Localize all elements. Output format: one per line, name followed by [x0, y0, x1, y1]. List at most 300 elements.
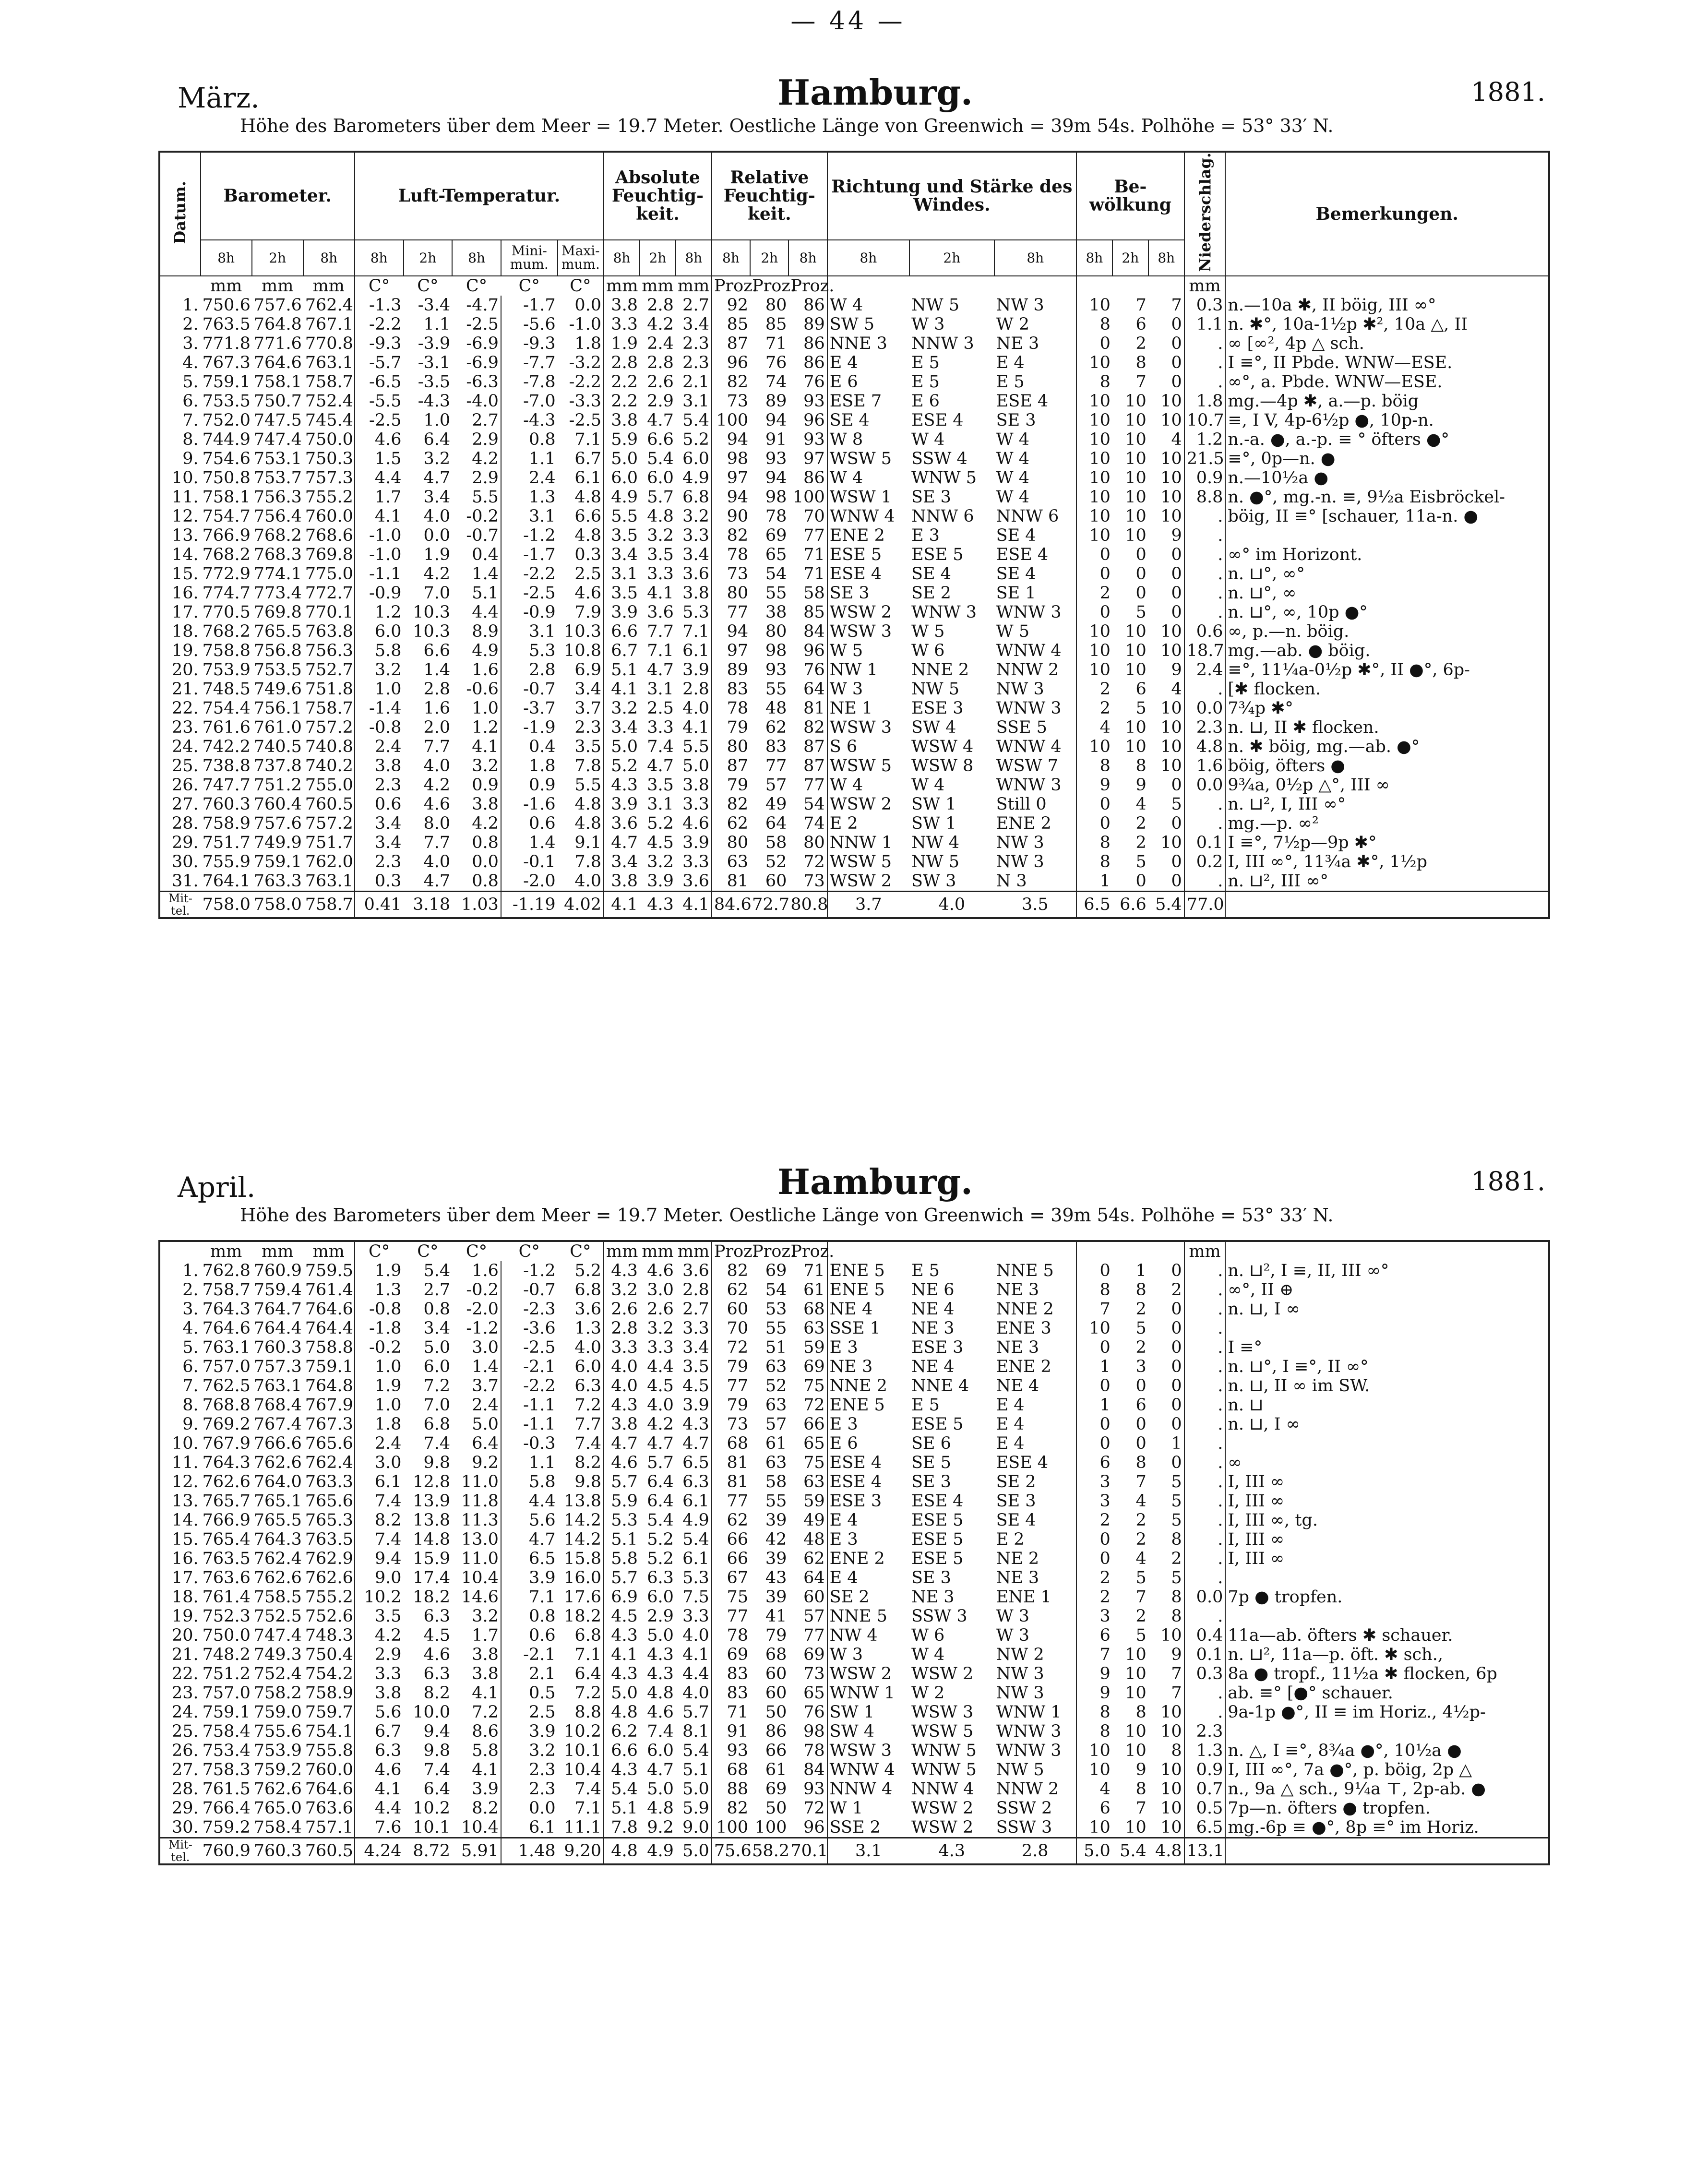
city-title: Hamburg.	[777, 1161, 973, 1202]
remark-cell: n. △, I ≡°, 8¾a ●°, 10½a ●	[1225, 1741, 1549, 1760]
value-cell: -3.5	[418, 372, 451, 392]
value-cell: 764.4	[305, 1319, 353, 1338]
value-cell: 6.1	[574, 468, 602, 488]
value-cell: 0	[1171, 353, 1182, 372]
value-cell: 60	[712, 1300, 750, 1319]
value-cell: .	[1184, 526, 1226, 545]
value-cell: 2.7	[423, 1280, 451, 1300]
value-cell: 768.3	[253, 545, 302, 564]
value-cell: 5.7	[647, 487, 674, 507]
value-cell: 2.8	[647, 295, 674, 315]
value-cell: 9	[1171, 525, 1182, 545]
value-cell: 6.4	[423, 1779, 451, 1799]
value-cell: 5.3	[604, 1511, 640, 1530]
table-row	[159, 1568, 1549, 1587]
value-cell: 17.6	[564, 1587, 601, 1607]
value-cell: 2.9	[647, 391, 674, 411]
date-cell: 6.	[182, 391, 199, 411]
value-cell: 85	[712, 315, 750, 334]
value-cell: .	[1184, 1261, 1226, 1280]
value-cell: 5	[1135, 602, 1147, 622]
value-cell: 5	[1171, 1568, 1182, 1587]
value-cell: 738.8	[202, 756, 251, 776]
value-cell: SE 4	[911, 564, 951, 584]
value-cell: 9.4	[355, 1549, 404, 1568]
value-cell: 10.3	[413, 621, 451, 641]
value-cell: 0	[1171, 334, 1182, 353]
value-cell: 57	[803, 1607, 825, 1626]
value-cell: 51	[765, 1338, 787, 1357]
remark-cell: I, III ∞°, 11¾a ✱°, 1½p	[1225, 852, 1549, 871]
value-cell: 5.5	[574, 775, 602, 795]
unit: mm	[201, 1241, 252, 1261]
value-cell: 10	[1125, 1818, 1147, 1837]
value-cell: 765.5	[253, 621, 302, 641]
value-cell: -1.0	[569, 314, 602, 334]
value-cell: 0.0	[1184, 699, 1226, 718]
value-cell: 761.6	[202, 717, 251, 737]
value-cell: 5.1	[682, 1760, 709, 1779]
unit: mm	[640, 276, 676, 296]
value-cell: 1	[1076, 1357, 1112, 1376]
value-cell: 4.6	[574, 583, 602, 603]
value-cell: 3.5	[604, 584, 640, 603]
value-cell: 3.8	[355, 756, 404, 776]
table-row	[159, 1741, 1549, 1760]
value-cell: 14.8	[413, 1530, 451, 1549]
value-cell: 1.6	[472, 1261, 499, 1280]
value-cell: 757.3	[305, 468, 353, 488]
value-cell: 761.5	[202, 1779, 251, 1799]
value-cell: 21.5	[1184, 449, 1226, 468]
value-cell: 6.3	[574, 1376, 601, 1396]
remark-cell: ∞ [∞², 4p △ sch.	[1225, 334, 1549, 353]
value-cell: 2.6	[647, 1300, 674, 1319]
date-cell: 22.	[171, 1664, 199, 1683]
value-cell: 5.4	[682, 1741, 709, 1760]
value-cell: 756.3	[305, 641, 353, 660]
unit: Proz.	[788, 1241, 827, 1261]
remark-cell: I, III ∞, tg.	[1225, 1511, 1549, 1530]
value-cell: 94	[712, 488, 750, 507]
value-cell: .	[1184, 353, 1226, 372]
value-cell: ESE 4	[996, 391, 1049, 411]
unit: mm	[640, 1241, 676, 1261]
value-cell: 2.6	[647, 372, 674, 392]
value-cell: 4.1	[682, 1645, 709, 1664]
value-cell: 3.8	[472, 1664, 499, 1683]
date-cell: 15.	[171, 1530, 199, 1549]
value-cell: 0.0	[423, 525, 451, 545]
value-cell: 750.6	[202, 295, 251, 315]
value-cell: .	[1184, 814, 1226, 833]
value-cell: 1.3	[501, 488, 558, 507]
table-row	[159, 1434, 1549, 1453]
value-cell: 73	[803, 871, 825, 891]
remark-cell: n.-a. ●, a.-p. ≡ ° öfters ●°	[1225, 430, 1549, 449]
value-cell: 79	[712, 1396, 750, 1415]
value-cell: NW 5	[911, 295, 959, 315]
value-cell: 3.4	[604, 852, 640, 871]
value-cell: 60	[765, 1683, 787, 1703]
unit: C°	[452, 276, 501, 296]
value-cell: 5.2	[574, 1261, 601, 1280]
value-cell: 5.0	[682, 756, 709, 776]
date-cell: 8.	[182, 1396, 199, 1415]
mean-row	[159, 891, 1549, 918]
value-cell: 10.2	[564, 1722, 601, 1741]
value-cell: -9.3	[355, 334, 404, 353]
value-cell: 767.3	[202, 353, 251, 372]
value-cell: 74	[765, 372, 787, 392]
value-cell: W 4	[996, 468, 1030, 488]
value-cell: 55	[765, 583, 787, 603]
value-cell: 3.2	[604, 699, 640, 718]
value-cell: 10	[1125, 1683, 1147, 1703]
value-cell: -0.9	[355, 584, 404, 603]
value-cell: W 2	[911, 1683, 945, 1703]
value-cell: 755.9	[202, 852, 251, 871]
value-cell: 4.1	[647, 583, 674, 603]
value-cell: 2.8	[604, 353, 640, 372]
value-cell: 2.8	[682, 1280, 709, 1300]
value-cell: 3.9	[682, 833, 709, 852]
value-cell: 760.4	[253, 794, 302, 814]
value-cell: 10	[1076, 526, 1112, 545]
unit: C°	[404, 276, 453, 296]
mean-cell: 4.24	[355, 1838, 404, 1865]
value-cell: 0	[1135, 871, 1147, 891]
value-cell: 7.4	[423, 1760, 451, 1779]
value-cell: W 3	[996, 1607, 1029, 1626]
value-cell: 9	[1076, 1683, 1112, 1703]
value-cell: 2.3	[355, 776, 404, 795]
value-cell: 66	[712, 1530, 750, 1549]
value-cell: WSW 2	[827, 871, 909, 892]
value-cell: 752.4	[253, 1664, 302, 1683]
value-cell: 2.4	[1184, 660, 1226, 680]
value-cell: 7	[1135, 1472, 1147, 1492]
value-cell: 5.1	[604, 660, 640, 680]
table-row	[159, 1280, 1549, 1300]
sub-8h: 8h	[676, 240, 712, 276]
value-cell: 6.1	[501, 1818, 558, 1838]
value-cell: 0	[1076, 1338, 1112, 1357]
col-rain: Niederschlag.	[1195, 153, 1214, 272]
value-cell: -5.6	[501, 315, 558, 334]
value-cell: SSE 5	[996, 717, 1047, 737]
table-row	[159, 1415, 1549, 1434]
mean-cell: 3.7	[827, 891, 909, 918]
value-cell: .	[1184, 1453, 1226, 1472]
value-cell: 98	[765, 487, 787, 507]
value-cell: -2.5	[466, 314, 499, 334]
value-cell: 61	[765, 1760, 787, 1779]
value-cell: -2.2	[569, 372, 602, 392]
value-cell: 83	[712, 680, 750, 699]
section-header	[158, 1161, 1550, 1205]
value-cell: 7.0	[423, 583, 451, 603]
value-cell: NW 5	[911, 852, 959, 871]
value-cell: 763.5	[202, 314, 251, 334]
value-cell: -6.9	[466, 353, 499, 372]
value-cell: 10.2	[413, 1799, 451, 1818]
value-cell: 77	[712, 1376, 750, 1396]
sub-8h: 8h	[604, 240, 640, 276]
remark-cell: n. ⊔°, I ≡°, II ∞°	[1225, 1357, 1549, 1376]
value-cell: 4.1	[472, 1683, 499, 1703]
value-cell: 759.1	[202, 1703, 251, 1722]
value-cell: 1.7	[472, 1626, 499, 1645]
value-cell: 3.0	[472, 1338, 499, 1357]
value-cell: 10	[1076, 622, 1112, 641]
value-cell: 760.9	[253, 1261, 302, 1280]
value-cell: 0	[1171, 1357, 1182, 1376]
value-cell: 8	[1171, 1530, 1182, 1549]
value-cell: 10	[1076, 660, 1112, 680]
value-cell: SW 1	[911, 813, 956, 833]
date-cell: 11.	[171, 487, 199, 507]
value-cell: SW 3	[911, 871, 956, 891]
table-row	[159, 1472, 1549, 1492]
table-row	[159, 392, 1549, 411]
value-cell: -0.3	[501, 1434, 558, 1453]
value-cell: 86	[765, 1722, 787, 1741]
sub-2h: 2h	[404, 240, 453, 276]
value-cell: 5.4	[604, 1779, 640, 1799]
value-cell: SE 3	[911, 1472, 951, 1492]
value-cell: 4.5	[682, 1376, 709, 1396]
table-row	[159, 526, 1549, 545]
value-cell: ENE 3	[996, 1319, 1051, 1338]
value-cell: ESE 4	[911, 410, 964, 430]
value-cell: 5.5	[682, 737, 709, 756]
mean-label: Mit-tel.	[159, 1838, 201, 1865]
value-cell: SSW 4	[911, 449, 967, 468]
value-cell: 763.5	[305, 1530, 353, 1549]
value-cell: 8	[1135, 1453, 1147, 1472]
value-cell: 76	[803, 1703, 825, 1722]
date-cell: 11.	[171, 1453, 199, 1472]
value-cell: 10	[1160, 468, 1182, 488]
value-cell: .	[1184, 545, 1226, 564]
value-cell: 58	[765, 1472, 787, 1492]
table-row	[159, 353, 1549, 372]
value-cell: 766.6	[253, 1434, 302, 1453]
value-cell: 763.1	[253, 1376, 302, 1396]
value-cell: 78	[712, 545, 750, 564]
value-cell: 4.7	[647, 1760, 674, 1779]
value-cell: 93	[803, 1779, 825, 1799]
value-cell: 5.0	[682, 1779, 709, 1799]
value-cell: 64	[765, 813, 787, 833]
value-cell: 753.9	[202, 660, 251, 680]
value-cell: -1.7	[501, 545, 558, 564]
value-cell: ENE 5	[827, 1261, 909, 1280]
value-cell: 7.4	[574, 1434, 601, 1453]
table-row	[159, 776, 1549, 795]
value-cell: 0	[1171, 775, 1182, 795]
value-cell: 76	[803, 372, 825, 392]
value-cell: 7.4	[423, 1434, 451, 1453]
value-cell: 9.1	[574, 833, 602, 852]
mean-cell	[1225, 1838, 1549, 1865]
value-cell: 758.7	[305, 372, 353, 392]
value-cell: 77	[712, 1607, 750, 1626]
value-cell: 744.9	[202, 430, 251, 449]
value-cell: 758.8	[305, 1338, 353, 1357]
value-cell: 1.5	[355, 449, 404, 468]
value-cell: 5.4	[682, 410, 709, 430]
value-cell: 63	[765, 1453, 787, 1472]
mean-cell: 5.0	[676, 1838, 712, 1865]
table-row	[159, 1722, 1549, 1741]
value-cell: 10.3	[564, 621, 602, 641]
value-cell: 93	[712, 1741, 750, 1760]
date-cell: 14.	[171, 545, 199, 564]
table-row	[159, 1549, 1549, 1568]
value-cell: 69	[765, 1261, 787, 1280]
value-cell: WSW 4	[911, 737, 974, 756]
value-cell: 2.4	[501, 468, 558, 488]
value-cell: 1.4	[472, 564, 499, 584]
value-cell: -2.5	[501, 584, 558, 603]
value-cell: WSW 3	[827, 622, 909, 641]
value-cell: 2.8	[501, 660, 558, 680]
table-row	[159, 1511, 1549, 1530]
sub-8h: 8h	[994, 240, 1076, 276]
value-cell: NE 4	[996, 1376, 1039, 1396]
value-cell: WNW 5	[911, 468, 977, 488]
remark-cell: n. ⊔², I ≡, II, III ∞°	[1225, 1261, 1549, 1280]
value-cell: 73	[712, 392, 750, 411]
value-cell: 3.8	[472, 1645, 499, 1664]
value-cell: 758.3	[202, 1760, 251, 1779]
value-cell: 10	[1076, 641, 1112, 660]
value-cell: 6.1	[682, 1549, 709, 1568]
value-cell: WSW 3	[827, 1741, 909, 1760]
value-cell: 755.0	[305, 775, 353, 795]
value-cell: 3.6	[682, 871, 709, 891]
value-cell: 7	[1171, 295, 1182, 315]
value-cell: 3.5	[604, 526, 640, 545]
value-cell: 4.0	[604, 1376, 640, 1396]
value-cell: 1.6	[1184, 756, 1226, 776]
value-cell: 6	[1076, 1626, 1112, 1645]
value-cell: SE 2	[911, 583, 951, 603]
value-cell: ENE 2	[996, 813, 1051, 833]
value-cell: 3.5	[682, 1357, 709, 1376]
value-cell: E 4	[996, 1415, 1025, 1434]
value-cell: 750.0	[202, 1626, 251, 1645]
value-cell: 4.1	[682, 717, 709, 737]
value-cell: NE 3	[827, 1357, 909, 1376]
value-cell: ESE 5	[911, 545, 964, 564]
value-cell: 762.0	[305, 852, 353, 871]
value-cell: 1.4	[472, 1357, 499, 1376]
sub-8h: 8h	[827, 240, 909, 276]
value-cell: 5.7	[682, 1703, 709, 1722]
value-cell: WNW 3	[996, 1741, 1062, 1760]
value-cell: 6.0	[682, 449, 709, 468]
value-cell: 85	[765, 314, 787, 334]
value-cell: 8	[1076, 756, 1112, 776]
value-cell: NNW 4	[911, 1779, 974, 1799]
value-cell: SE 4	[996, 564, 1036, 584]
value-cell: NNW 4	[827, 1779, 909, 1799]
value-cell: 7.5	[682, 1587, 709, 1607]
value-cell: 98	[765, 641, 787, 660]
value-cell: 10	[1160, 449, 1182, 468]
sub-8h: 8h	[303, 240, 355, 276]
value-cell: 3.6	[647, 602, 674, 622]
value-cell: 15.8	[564, 1549, 601, 1568]
value-cell: 10	[1076, 1741, 1112, 1760]
value-cell: 3.3	[682, 1607, 709, 1626]
remark-cell	[1225, 526, 1549, 545]
value-cell: 8	[1135, 1779, 1147, 1799]
unit: mm	[604, 276, 640, 296]
value-cell: 75	[803, 1376, 825, 1396]
unit: C°	[501, 1241, 558, 1261]
value-cell: NNE 2	[911, 660, 969, 680]
table-row	[159, 641, 1549, 660]
value-cell: 7.4	[574, 1779, 601, 1799]
value-cell: 760.0	[305, 1760, 353, 1779]
value-cell: 2	[1135, 1300, 1147, 1319]
value-cell: 59	[803, 1338, 825, 1357]
value-cell: 5.1	[604, 1799, 640, 1818]
date-cell: 23.	[171, 717, 199, 737]
value-cell: 4.6	[423, 794, 451, 814]
value-cell: 7.1	[574, 1799, 601, 1818]
value-cell: 755.2	[305, 1587, 353, 1607]
value-cell: 8	[1171, 1607, 1182, 1626]
value-cell: 10	[1125, 410, 1147, 430]
date-cell: 10.	[171, 468, 199, 488]
value-cell: 7.9	[574, 602, 602, 622]
value-cell: 756.3	[253, 487, 302, 507]
value-cell: W 4	[827, 296, 909, 315]
value-cell: 38	[765, 602, 787, 622]
date-cell: 6.	[182, 1357, 199, 1376]
value-cell: 748.2	[202, 1645, 251, 1664]
value-cell: 5.8	[355, 641, 404, 660]
table-row	[159, 1261, 1549, 1280]
value-cell: W 3	[827, 680, 909, 699]
value-cell: 0	[1076, 1261, 1112, 1280]
col-datum: Datum.	[171, 180, 190, 244]
value-cell: 79	[712, 718, 750, 737]
value-cell: 68	[803, 1300, 825, 1319]
value-cell: 8	[1135, 756, 1147, 776]
value-cell: 762.4	[305, 1453, 353, 1472]
value-cell: 77	[803, 525, 825, 545]
value-cell: 62	[712, 1280, 750, 1300]
value-cell: 10.1	[564, 1741, 601, 1760]
value-cell: 6.3	[647, 1568, 674, 1587]
value-cell: 755.2	[305, 487, 353, 507]
value-cell: 81	[712, 1472, 750, 1492]
value-cell: 5.0	[604, 1683, 640, 1703]
value-cell: 759.0	[253, 1703, 302, 1722]
value-cell: NW 4	[911, 833, 959, 852]
value-cell: 3	[1076, 1607, 1112, 1626]
date-cell: 17.	[171, 1568, 199, 1587]
value-cell: 10	[1125, 487, 1147, 507]
table-row	[159, 1530, 1549, 1549]
value-cell: 5.9	[604, 1492, 640, 1511]
